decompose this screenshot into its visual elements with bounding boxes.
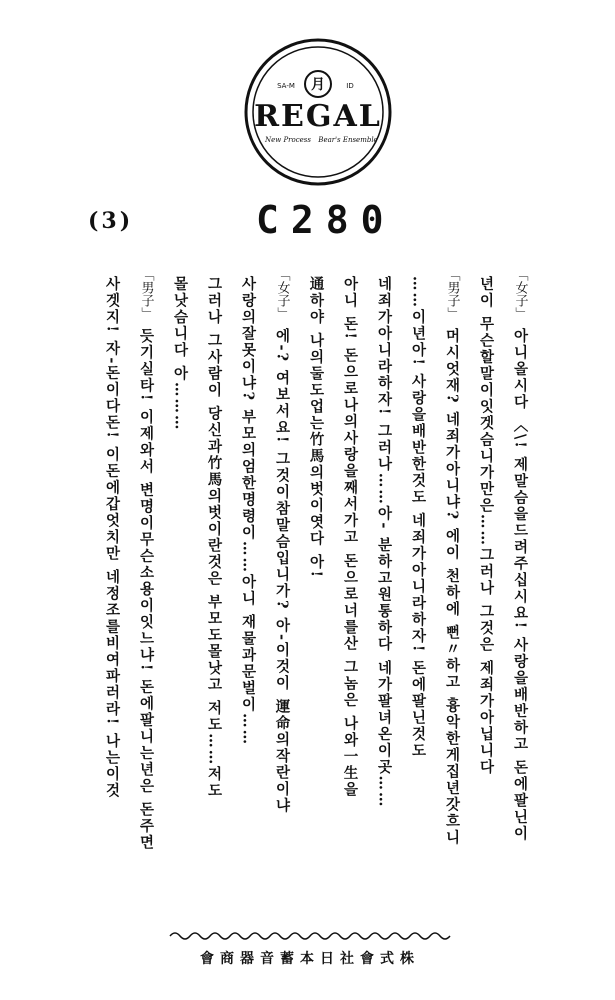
- text-column: 네죄가아니라하자! 그러나……아- 분하고원통하다 네가팔녀온이곳……: [375, 276, 393, 809]
- text-column: 아니 돈! 돈으로나의사랑을째서가고 돈으로너를산 그놈은 나와一生을: [341, 276, 359, 799]
- svg-text:SA-M: SA-M: [277, 82, 295, 90]
- text-column: 「女子」아니올시다 〈\! 제말슴을드려주십시요! 사랑을배반하고 돈에팔닌이: [511, 268, 529, 843]
- page-number: (3): [88, 208, 134, 234]
- text-column: 몰낫슴니다 아………: [171, 276, 189, 432]
- lyrics-columns: [0, 268, 615, 928]
- text-column: ……이년아! 사랑을배반한것도 네죄가아니라하자! 돈에팔닌것도: [409, 276, 427, 760]
- speaker-label: 「女子」: [512, 268, 528, 320]
- speaker-label: 「男子」: [444, 268, 460, 320]
- text-column: 년이 무슨할말이잇겟슴니가만은……그러나 그것은 제죄가아닙니다: [477, 276, 495, 776]
- svg-text:New Process: New Process: [264, 136, 312, 144]
- speaker-label: 「女子」: [274, 268, 290, 320]
- speaker-label: 「男子」: [138, 268, 154, 320]
- wavy-divider: [170, 930, 455, 942]
- text-column: 通하야 나의둘도업는竹馬의벗이엿다 아!: [307, 276, 325, 579]
- regal-logo: [242, 36, 394, 188]
- svg-text:ID: ID: [346, 82, 354, 90]
- brand-name: REGAL: [254, 99, 382, 134]
- record-number: C280: [256, 198, 396, 242]
- text-column: 「男子」머시엇재? 네죄가아니냐? 에이 천하에 뻔〃하고 흉악한게집년갓흐니: [443, 268, 461, 847]
- text-column: 사랑의잘못이냐? 부모의엄한명령이……아니 재물과문벌이……: [239, 276, 257, 747]
- text-column: 사겟지! 자-돈이다돈! 이돈에갑엇치만 네정조를비여파러라! 나는이것: [103, 276, 121, 800]
- svg-text:月: 月: [311, 77, 325, 93]
- svg-text:Bear's Ensemble: Bear's Ensemble: [318, 136, 378, 144]
- text-column: 「女子」에-? 여보서요! 그것이참말슴입니가? 아-이것이 運命의작란이냐: [273, 268, 291, 815]
- publisher-footer: 會商器音蓄本日社會式株: [200, 951, 420, 967]
- text-column: 「男子」듯기실타! 이제와서 변명이무슨소용이잇느냐! 돈에팔니는년은 돈주면: [137, 268, 155, 852]
- text-column: 그러나 그사람이 당신과竹馬의벗이란것은 부모도몰낫고 저도……저도: [205, 276, 223, 800]
